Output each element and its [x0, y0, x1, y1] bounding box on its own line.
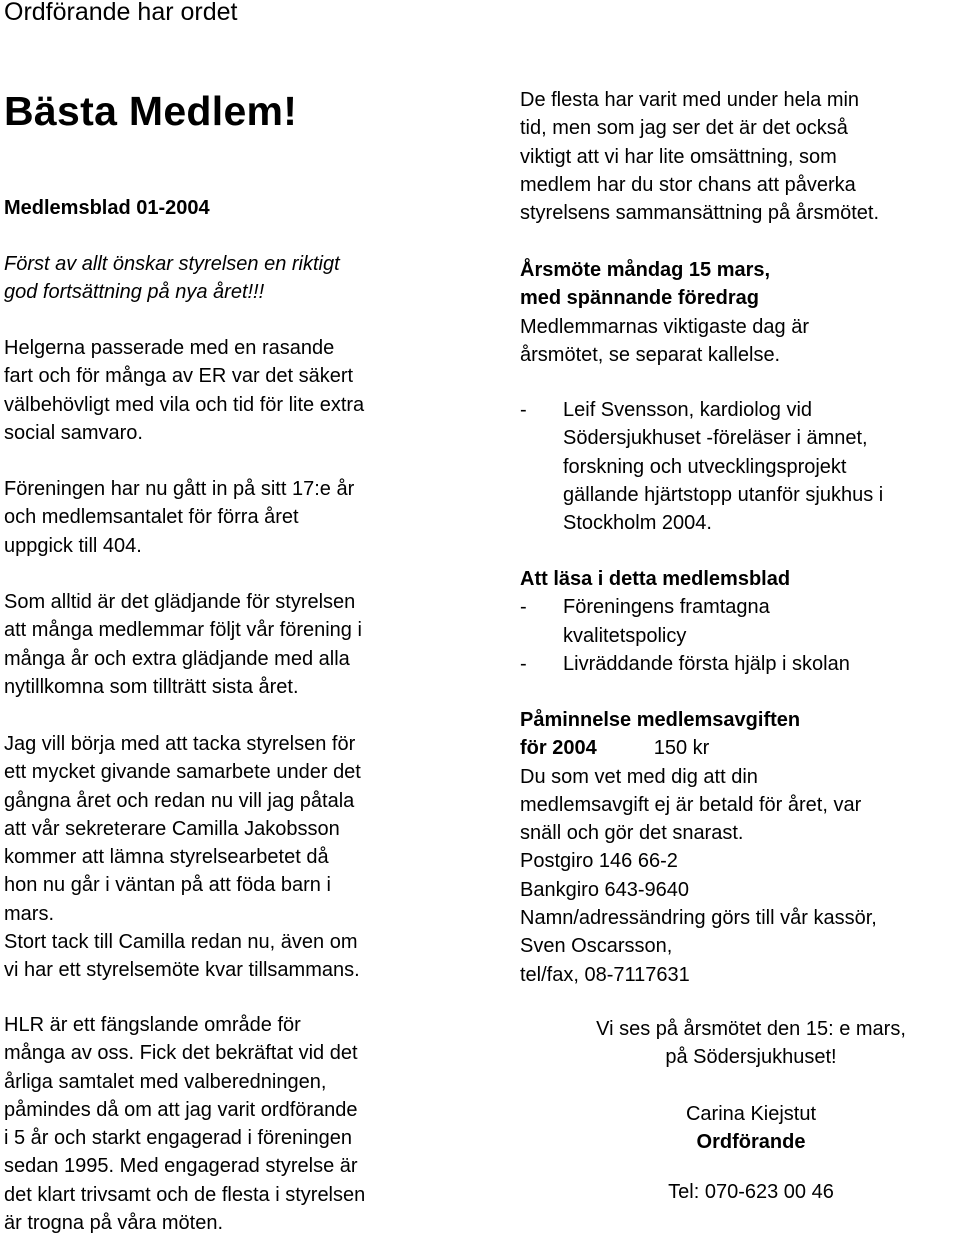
paragraph-hlr	[4, 1011, 365, 1237]
text-line: HLR är ett fängslande område för	[4, 1014, 301, 1036]
text-line: Postgiro 146 66-2	[520, 850, 678, 873]
paragraph-thanks	[4, 730, 361, 985]
text-line: forskning och utvecklingsprojekt	[563, 455, 847, 478]
text-line: Jag vill börja med att tacka styrelsen för	[4, 733, 356, 755]
text-line: i 5 år och starkt engagerad i föreningen	[4, 1127, 352, 1150]
text-line: Föreningen har nu gått in på sitt 17:e år	[4, 478, 355, 500]
list-dash: -	[520, 596, 527, 619]
text-line: ett mycket givande samarbete under det	[4, 761, 361, 784]
paragraph-membership	[4, 475, 354, 560]
text-line: vi har ett styrelsemöte kvar tillsammans.	[4, 959, 360, 982]
text-line: social samvaro.	[4, 421, 143, 444]
annual-meeting-subheading: med spännande föredrag	[520, 287, 759, 310]
list-dash: -	[520, 652, 527, 675]
text-line: Södersjukhuset -föreläser i ämnet,	[563, 427, 868, 450]
text-line: påmindes då om att jag varit ordförande	[4, 1098, 358, 1121]
list-item	[520, 593, 850, 621]
text-line: årliga samtalet med valberedningen,	[4, 1070, 327, 1093]
text-line: De flesta har varit med under hela min	[520, 89, 860, 111]
intro-paragraph	[4, 250, 340, 307]
contents-heading: Att läsa i detta medlemsblad	[520, 568, 791, 590]
text-line: Stockholm 2004.	[563, 512, 712, 535]
text-line: Helgerna passerade med en rasande	[4, 337, 335, 359]
text-line: medlemsavgift ej är betald för året, var	[520, 793, 862, 816]
text-line: välbehövligt med vila och tid för lite extra	[4, 393, 365, 416]
text-line: Namn/adressändring görs till vår kassör,	[520, 907, 877, 930]
text-line: tid, men som jag ser det är det också	[520, 117, 848, 140]
text-line: många av oss. Fick det bekräftat vid det	[4, 1042, 358, 1065]
text-line: kommer att lämna styrelsearbetet då	[4, 846, 329, 869]
text-line: Sven Oscarsson,	[520, 935, 673, 958]
signer-role: Ordförande	[696, 1131, 806, 1154]
text-line: gångna året och redan nu vill jag påtala	[4, 789, 355, 812]
fee-year: för 2004	[520, 737, 597, 760]
text-line: är trogna på våra möten.	[4, 1212, 224, 1235]
closing-message	[531, 1015, 960, 1072]
text-line: och medlemsantalet för förra året	[4, 506, 299, 529]
paragraph-holidays	[4, 334, 364, 447]
text-line: hon nu går i väntan på att föda barn i	[4, 874, 331, 897]
text-line: att vår sekreterare Camilla Jakobsson	[4, 817, 340, 840]
text-line: sedan 1995. Med engagerad styrelse är	[4, 1155, 358, 1178]
text-line: fart och för många av ER var det säkert	[4, 365, 354, 388]
contact-phone: Tel: 070-623 00 46	[668, 1181, 834, 1203]
text-line: Som alltid är det glädjande för styrelsen	[4, 591, 356, 613]
text-line: Föreningens framtagna	[563, 596, 770, 619]
text-line: styrelsens sammansättning på årsmötet.	[520, 202, 880, 225]
text-line: tel/fax, 08-7117631	[520, 963, 690, 986]
fee-amount: 150 kr	[653, 737, 710, 760]
text-line: Först av allt önskar styrelsen en riktigt	[4, 253, 340, 275]
text-line: viktigt att vi har lite omsättning, som	[520, 145, 837, 168]
text-line: Stort tack till Camilla redan nu, även om	[4, 931, 358, 954]
text-line: det klart trivsamt och de flesta i styrelsen	[4, 1183, 366, 1206]
signature	[531, 1100, 960, 1157]
text-line: kvalitetspolicy	[563, 624, 687, 647]
paragraph-turnover	[520, 86, 879, 227]
text-line: gällande hjärtstopp utanför sjukhus i	[563, 483, 884, 506]
text-line: årsmötet, se separat kallelse.	[520, 343, 781, 366]
list-dash: -	[520, 399, 527, 421]
speaker-list-item	[520, 396, 883, 537]
text-line: uppgick till 404.	[4, 534, 142, 557]
fee-heading: Påminnelse medlemsavgiften	[520, 709, 801, 731]
text-line: medlem har du stor chans att påverka	[520, 173, 856, 196]
list-item	[520, 650, 850, 678]
text-line: att många medlemmar följt vår förening i	[4, 619, 362, 642]
text-line: nytillkomna som tillträtt sista året.	[4, 675, 299, 698]
signer-name: Carina Kiejstut	[685, 1103, 817, 1125]
annual-meeting-heading: Årsmöte måndag 15 mars,	[520, 259, 771, 281]
text-line: Medlemmarnas viktigaste dag är	[520, 315, 810, 338]
text-line: många år och extra glädjande med alla	[4, 647, 350, 670]
fee-reminder-section	[520, 706, 877, 989]
text-line: Du som vet med dig att din	[520, 765, 758, 788]
text-line: Bankgiro 643-9640	[520, 878, 690, 901]
text-line: Leif Svensson, kardiolog vid	[563, 399, 813, 421]
page-header: Ordförande har ordet	[4, 0, 238, 26]
text-line: mars.	[4, 902, 54, 925]
text-line: snäll och gör det snarast.	[520, 822, 744, 845]
newsletter-number: Medlemsblad 01-2004	[4, 197, 210, 219]
paragraph-gratitude	[4, 588, 362, 701]
text-line: på Södersjukhuset!	[665, 1046, 837, 1069]
text-line: Livräddande första hjälp i skolan	[563, 652, 850, 675]
text-line: Vi ses på årsmötet den 15: e mars,	[596, 1018, 906, 1040]
page-title: Bästa Medlem!	[4, 88, 298, 134]
annual-meeting-section	[520, 256, 809, 369]
text-line: god fortsättning på nya året!!!	[4, 281, 265, 304]
contents-section	[520, 565, 850, 678]
